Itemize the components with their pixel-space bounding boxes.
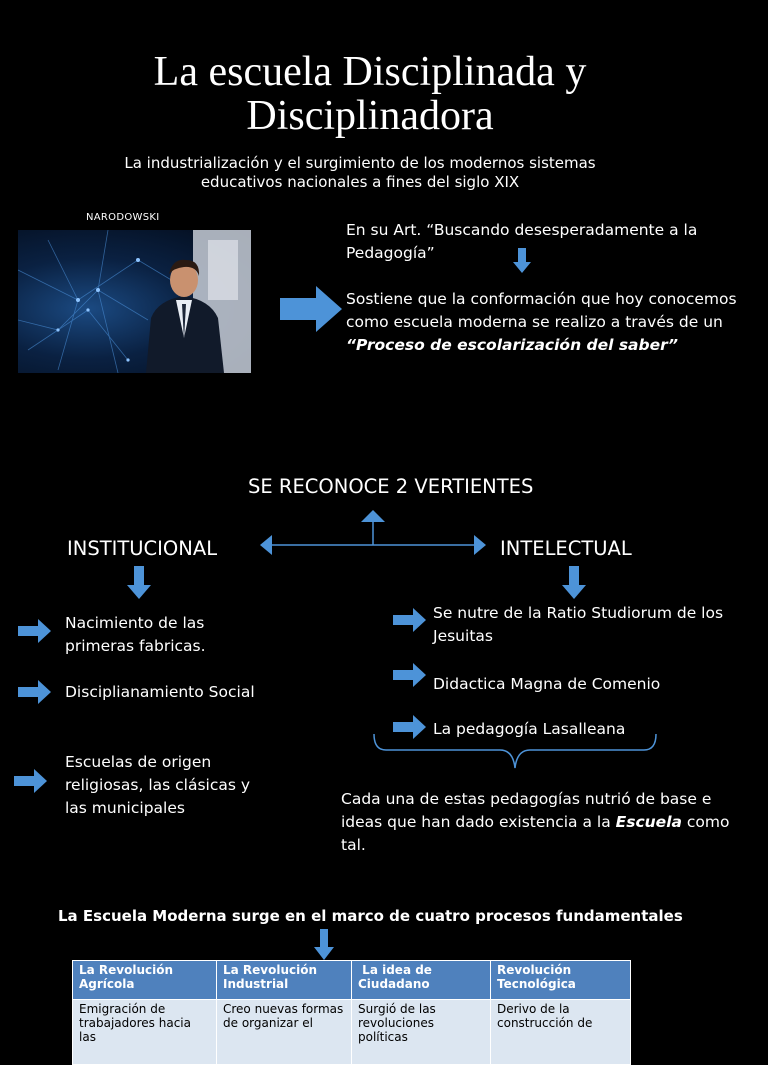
table-header-row <box>73 961 631 1000</box>
claim-emphasis: “Proceso de escolarización del saber” <box>346 336 679 354</box>
claim-line-1: Sostiene que la conformación que hoy conocemos <box>346 290 737 308</box>
table-row <box>73 1000 631 1065</box>
table-cell <box>217 1000 352 1065</box>
institucional-item <box>65 681 255 704</box>
down-arrow-icon <box>562 566 586 600</box>
institucional-item-line: primeras fabricas. <box>65 637 206 655</box>
header-line: Ciudadano <box>358 977 430 991</box>
grouping-brace-icon <box>372 732 658 772</box>
claim-text <box>346 288 737 357</box>
processes-heading: La Escuela Moderna surge en el marco de cuatro procesos fundamentales <box>58 907 683 925</box>
table-header-cell <box>73 961 217 1000</box>
intelectual-item-line: Se nutre de la Ratio Studiorum de los <box>433 604 724 622</box>
cell-line: Surgió de las <box>358 1002 436 1016</box>
right-arrow-icon <box>18 619 52 643</box>
header-line: La Revolución <box>223 963 318 977</box>
table-header-cell <box>491 961 631 1000</box>
author-photo <box>18 230 251 373</box>
article-line-1: En su Art. “Buscando desesperadamente a la <box>346 221 698 239</box>
cell-line: trabajadores hacia las <box>79 1016 191 1044</box>
institucional-item <box>65 612 206 658</box>
intelectual-label: INTELECTUAL <box>500 537 632 560</box>
cell-line: Creo nuevas formas <box>223 1002 344 1016</box>
subtitle-line-2: educativos nacionales a fines del siglo XIX <box>200 173 520 191</box>
right-arrow-icon <box>393 608 427 632</box>
cell-line: revoluciones políticas <box>358 1016 434 1044</box>
institucional-item <box>65 751 250 820</box>
two-way-connector-icon <box>258 508 488 558</box>
table-cell <box>352 1000 491 1065</box>
intelectual-item-line: Jesuitas <box>433 627 493 645</box>
claim-line-2: como escuela moderna se realizo a través de un <box>346 313 723 331</box>
page-subtitle <box>100 154 620 192</box>
intelectual-item-line: Didactica Magna de Comenio <box>433 675 661 693</box>
institucional-item-line: religiosas, las clásicas y <box>65 776 251 794</box>
article-line-2: Pedagogía” <box>346 244 435 262</box>
cell-line: Emigración de <box>79 1002 166 1016</box>
table-header-cell <box>352 961 491 1000</box>
institucional-item-line: Nacimiento de las <box>65 614 205 632</box>
table-cell <box>491 1000 631 1065</box>
down-arrow-icon <box>127 566 151 600</box>
summary-line <box>341 811 729 834</box>
cell-line: construcción de <box>497 1016 593 1030</box>
intelectual-item <box>433 673 660 696</box>
institucional-label: INSTITUCIONAL <box>67 537 218 560</box>
header-line: La idea de <box>358 963 432 977</box>
cell-line: Derivo de la <box>497 1002 570 1016</box>
right-arrow-icon <box>280 284 344 334</box>
header-line: La Revolución <box>79 963 174 977</box>
page-title <box>0 50 740 138</box>
subtitle-line-1: La industrialización y el surgimiento de los modernos sistemas <box>124 154 596 172</box>
header-line: Revolución <box>497 963 572 977</box>
right-arrow-icon <box>393 663 427 687</box>
summary-text-run: ideas que han dado existencia a la <box>341 813 616 831</box>
author-label: NARODOWSKI <box>86 212 160 223</box>
processes-table <box>72 960 631 1065</box>
right-arrow-icon <box>18 680 52 704</box>
down-arrow-icon <box>513 248 531 274</box>
photo-illustration <box>18 230 251 373</box>
table-cell <box>73 1000 217 1065</box>
header-line: Tecnológica <box>497 977 576 991</box>
summary-line: tal. <box>341 836 366 854</box>
summary-line: Cada una de estas pedagogías nutrió de base e <box>341 790 712 808</box>
intelectual-item-line: La pedagogía Lasalleana <box>433 720 626 738</box>
cell-line: de organizar el <box>223 1016 313 1030</box>
header-line: Agrícola <box>79 977 135 991</box>
institucional-item-line: las municipales <box>65 799 185 817</box>
institucional-item-line: Escuelas de origen <box>65 753 212 771</box>
vertientes-heading: SE RECONOCE 2 VERTIENTES <box>248 475 534 498</box>
page-title-line-1: La escuela Disciplinada y <box>153 49 587 95</box>
down-arrow-icon <box>314 929 334 961</box>
table-header-cell <box>217 961 352 1000</box>
intelectual-item <box>433 602 723 648</box>
institucional-item-line: Disciplianamiento Social <box>65 683 255 701</box>
summary-text <box>341 788 729 857</box>
header-line: Industrial <box>223 977 289 991</box>
summary-emphasis: Escuela <box>615 813 682 831</box>
right-arrow-icon <box>14 769 48 793</box>
summary-text-run: como <box>681 813 730 831</box>
page-title-line-2: Disciplinadora <box>246 93 494 139</box>
